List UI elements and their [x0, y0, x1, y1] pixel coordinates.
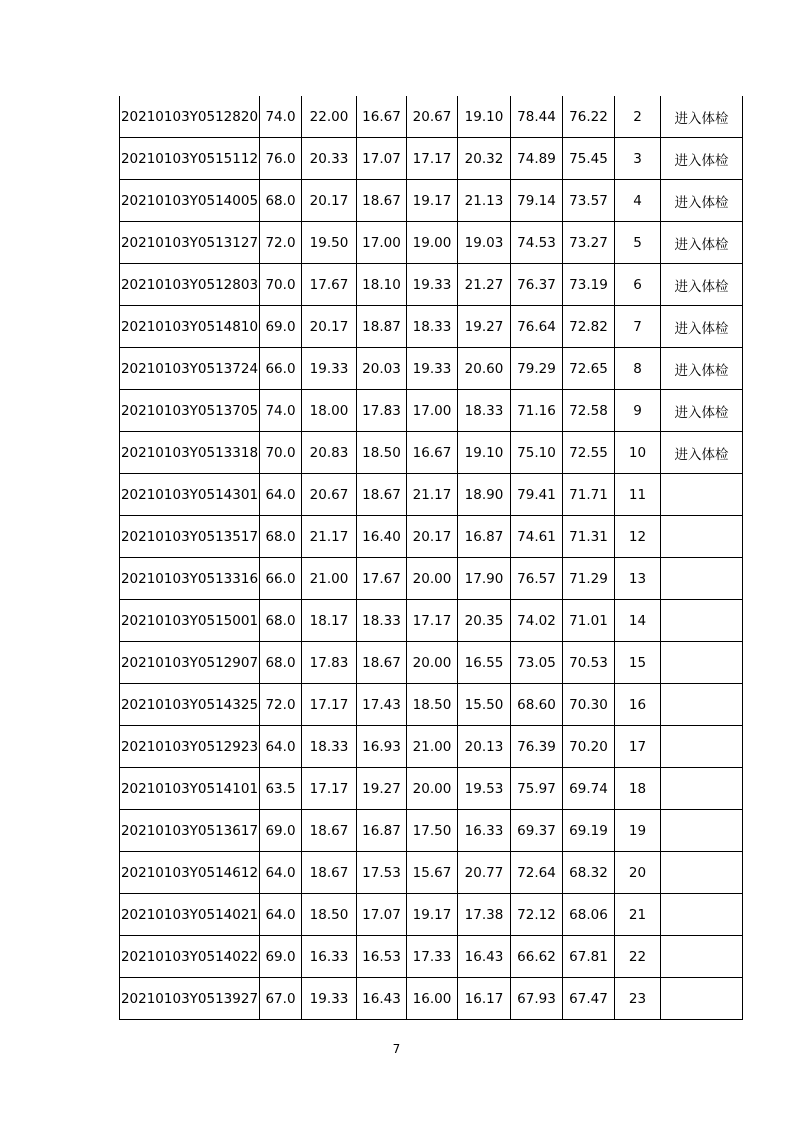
- rank-cell: 19: [615, 810, 661, 852]
- rank-cell: 5: [615, 222, 661, 264]
- score-cell-5: 16.33: [458, 810, 511, 852]
- status-note-cell: 进入体检: [661, 306, 743, 348]
- score-cell-3: 16.87: [357, 810, 407, 852]
- score-cell-6: 73.05: [511, 642, 563, 684]
- score-cell-4: 19.17: [407, 894, 458, 936]
- score-cell-6: 76.57: [511, 558, 563, 600]
- score-cell-1: 64.0: [260, 726, 302, 768]
- score-cell-2: 19.33: [302, 978, 357, 1020]
- score-cell-2: 18.00: [302, 390, 357, 432]
- status-note-cell: 进入体检: [661, 222, 743, 264]
- candidate-id-cell: 20210103Y0513318: [120, 432, 260, 474]
- score-cell-5: 19.10: [458, 96, 511, 138]
- score-cell-2: 22.00: [302, 96, 357, 138]
- score-cell-1: 68.0: [260, 180, 302, 222]
- score-cell-2: 18.17: [302, 600, 357, 642]
- score-cell-3: 18.87: [357, 306, 407, 348]
- score-cell-6: 72.64: [511, 852, 563, 894]
- candidate-id-cell: 20210103Y0513617: [120, 810, 260, 852]
- score-cell-5: 19.27: [458, 306, 511, 348]
- score-cell-6: 71.16: [511, 390, 563, 432]
- score-cell-5: 20.13: [458, 726, 511, 768]
- score-cell-6: 74.89: [511, 138, 563, 180]
- status-note-cell: 进入体检: [661, 348, 743, 390]
- score-cell-6: 79.41: [511, 474, 563, 516]
- table-row: [120, 306, 743, 348]
- rank-cell: 22: [615, 936, 661, 978]
- score-cell-3: 16.40: [357, 516, 407, 558]
- total-score-cell: 71.01: [563, 600, 615, 642]
- score-cell-2: 18.33: [302, 726, 357, 768]
- total-score-cell: 72.58: [563, 390, 615, 432]
- score-cell-3: 17.43: [357, 684, 407, 726]
- table-row: [120, 474, 743, 516]
- score-cell-4: 21.17: [407, 474, 458, 516]
- score-cell-5: 19.03: [458, 222, 511, 264]
- score-cell-5: 16.87: [458, 516, 511, 558]
- score-cell-1: 69.0: [260, 306, 302, 348]
- score-cell-2: 17.17: [302, 768, 357, 810]
- candidate-id-cell: 20210103Y0514005: [120, 180, 260, 222]
- candidate-id-cell: 20210103Y0514021: [120, 894, 260, 936]
- score-cell-5: 19.10: [458, 432, 511, 474]
- score-cell-4: 20.00: [407, 642, 458, 684]
- score-cell-4: 17.17: [407, 138, 458, 180]
- table-row: [120, 516, 743, 558]
- score-cell-1: 68.0: [260, 600, 302, 642]
- candidate-id-cell: 20210103Y0513724: [120, 348, 260, 390]
- score-cell-1: 63.5: [260, 768, 302, 810]
- score-cell-3: 16.53: [357, 936, 407, 978]
- candidate-id-cell: 20210103Y0514022: [120, 936, 260, 978]
- score-cell-2: 17.67: [302, 264, 357, 306]
- status-note-cell: 进入体检: [661, 96, 743, 138]
- total-score-cell: 68.06: [563, 894, 615, 936]
- score-cell-3: 17.53: [357, 852, 407, 894]
- score-cell-1: 66.0: [260, 348, 302, 390]
- score-cell-2: 16.33: [302, 936, 357, 978]
- score-cell-5: 16.55: [458, 642, 511, 684]
- total-score-cell: 73.19: [563, 264, 615, 306]
- status-note-cell: 进入体检: [661, 180, 743, 222]
- score-cell-1: 70.0: [260, 264, 302, 306]
- table-row: [120, 642, 743, 684]
- score-cell-4: 18.50: [407, 684, 458, 726]
- candidate-id-cell: 20210103Y0514301: [120, 474, 260, 516]
- score-cell-5: 15.50: [458, 684, 511, 726]
- score-cell-4: 20.17: [407, 516, 458, 558]
- table-row: [120, 936, 743, 978]
- score-cell-3: 18.50: [357, 432, 407, 474]
- score-cell-6: 76.39: [511, 726, 563, 768]
- candidate-id-cell: 20210103Y0513316: [120, 558, 260, 600]
- table-row: [120, 348, 743, 390]
- score-cell-5: 19.53: [458, 768, 511, 810]
- score-cell-2: 17.17: [302, 684, 357, 726]
- rank-cell: 21: [615, 894, 661, 936]
- candidate-id-cell: 20210103Y0512820: [120, 96, 260, 138]
- table-row: [120, 390, 743, 432]
- score-cell-4: 16.00: [407, 978, 458, 1020]
- total-score-cell: 72.55: [563, 432, 615, 474]
- status-note-cell: 进入体检: [661, 138, 743, 180]
- rank-cell: 10: [615, 432, 661, 474]
- score-cell-3: 16.67: [357, 96, 407, 138]
- score-cell-1: 64.0: [260, 852, 302, 894]
- score-cell-3: 19.27: [357, 768, 407, 810]
- score-cell-4: 20.67: [407, 96, 458, 138]
- score-cell-6: 67.93: [511, 978, 563, 1020]
- score-cell-2: 19.33: [302, 348, 357, 390]
- score-cell-5: 16.43: [458, 936, 511, 978]
- score-cell-4: 19.00: [407, 222, 458, 264]
- score-cell-6: 69.37: [511, 810, 563, 852]
- score-cell-2: 21.17: [302, 516, 357, 558]
- candidate-id-cell: 20210103Y0512803: [120, 264, 260, 306]
- total-score-cell: 70.20: [563, 726, 615, 768]
- candidate-id-cell: 20210103Y0513127: [120, 222, 260, 264]
- status-note-cell: [661, 936, 743, 978]
- candidate-id-cell: 20210103Y0513517: [120, 516, 260, 558]
- score-cell-6: 75.97: [511, 768, 563, 810]
- results-table: [119, 96, 743, 1020]
- score-cell-3: 16.43: [357, 978, 407, 1020]
- score-cell-3: 18.10: [357, 264, 407, 306]
- rank-cell: 17: [615, 726, 661, 768]
- score-cell-6: 72.12: [511, 894, 563, 936]
- status-note-cell: [661, 474, 743, 516]
- total-score-cell: 71.31: [563, 516, 615, 558]
- candidate-id-cell: 20210103Y0514612: [120, 852, 260, 894]
- status-note-cell: [661, 852, 743, 894]
- score-cell-4: 19.33: [407, 348, 458, 390]
- total-score-cell: 75.45: [563, 138, 615, 180]
- status-note-cell: 进入体检: [661, 390, 743, 432]
- score-cell-1: 72.0: [260, 684, 302, 726]
- rank-cell: 16: [615, 684, 661, 726]
- status-note-cell: [661, 516, 743, 558]
- score-cell-6: 74.61: [511, 516, 563, 558]
- table-row: [120, 684, 743, 726]
- score-cell-3: 17.00: [357, 222, 407, 264]
- total-score-cell: 76.22: [563, 96, 615, 138]
- score-cell-2: 18.67: [302, 810, 357, 852]
- rank-cell: 8: [615, 348, 661, 390]
- score-cell-3: 17.83: [357, 390, 407, 432]
- table-row: [120, 600, 743, 642]
- rank-cell: 11: [615, 474, 661, 516]
- total-score-cell: 71.71: [563, 474, 615, 516]
- status-note-cell: [661, 768, 743, 810]
- table-row: [120, 978, 743, 1020]
- total-score-cell: 70.30: [563, 684, 615, 726]
- score-cell-6: 78.44: [511, 96, 563, 138]
- candidate-id-cell: 20210103Y0515112: [120, 138, 260, 180]
- status-note-cell: [661, 978, 743, 1020]
- score-cell-4: 21.00: [407, 726, 458, 768]
- score-cell-2: 19.50: [302, 222, 357, 264]
- total-score-cell: 69.19: [563, 810, 615, 852]
- status-note-cell: [661, 894, 743, 936]
- score-cell-3: 18.67: [357, 474, 407, 516]
- table-row: [120, 222, 743, 264]
- score-cell-3: 16.93: [357, 726, 407, 768]
- page-number: 7: [392, 1042, 401, 1056]
- table-row: [120, 138, 743, 180]
- score-cell-5: 16.17: [458, 978, 511, 1020]
- score-cell-4: 16.67: [407, 432, 458, 474]
- score-cell-5: 20.60: [458, 348, 511, 390]
- score-cell-4: 17.33: [407, 936, 458, 978]
- rank-cell: 2: [615, 96, 661, 138]
- score-cell-3: 18.67: [357, 642, 407, 684]
- total-score-cell: 73.27: [563, 222, 615, 264]
- status-note-cell: [661, 684, 743, 726]
- score-cell-1: 69.0: [260, 810, 302, 852]
- rank-cell: 6: [615, 264, 661, 306]
- score-cell-1: 68.0: [260, 642, 302, 684]
- rank-cell: 9: [615, 390, 661, 432]
- score-cell-2: 20.17: [302, 180, 357, 222]
- rank-cell: 13: [615, 558, 661, 600]
- total-score-cell: 69.74: [563, 768, 615, 810]
- score-cell-1: 72.0: [260, 222, 302, 264]
- total-score-cell: 67.47: [563, 978, 615, 1020]
- score-cell-1: 66.0: [260, 558, 302, 600]
- total-score-cell: 67.81: [563, 936, 615, 978]
- score-cell-5: 20.32: [458, 138, 511, 180]
- score-cell-1: 68.0: [260, 516, 302, 558]
- table-row: [120, 180, 743, 222]
- score-cell-3: 17.67: [357, 558, 407, 600]
- rank-cell: 23: [615, 978, 661, 1020]
- score-cell-2: 18.67: [302, 852, 357, 894]
- candidate-id-cell: 20210103Y0513927: [120, 978, 260, 1020]
- table-row: [120, 558, 743, 600]
- score-cell-6: 76.37: [511, 264, 563, 306]
- rank-cell: 20: [615, 852, 661, 894]
- score-cell-5: 21.27: [458, 264, 511, 306]
- total-score-cell: 72.82: [563, 306, 615, 348]
- score-cell-3: 20.03: [357, 348, 407, 390]
- score-cell-5: 21.13: [458, 180, 511, 222]
- score-cell-2: 17.83: [302, 642, 357, 684]
- score-cell-6: 74.53: [511, 222, 563, 264]
- score-cell-5: 17.38: [458, 894, 511, 936]
- score-cell-2: 21.00: [302, 558, 357, 600]
- score-cell-4: 17.17: [407, 600, 458, 642]
- status-note-cell: 进入体检: [661, 432, 743, 474]
- score-cell-6: 74.02: [511, 600, 563, 642]
- rank-cell: 7: [615, 306, 661, 348]
- total-score-cell: 72.65: [563, 348, 615, 390]
- candidate-id-cell: 20210103Y0514101: [120, 768, 260, 810]
- rank-cell: 15: [615, 642, 661, 684]
- score-cell-4: 20.00: [407, 768, 458, 810]
- score-cell-3: 18.67: [357, 180, 407, 222]
- score-cell-4: 17.00: [407, 390, 458, 432]
- table-row: [120, 768, 743, 810]
- score-cell-4: 19.33: [407, 264, 458, 306]
- status-note-cell: [661, 642, 743, 684]
- score-cell-6: 75.10: [511, 432, 563, 474]
- score-cell-2: 20.17: [302, 306, 357, 348]
- table-row: [120, 852, 743, 894]
- status-note-cell: [661, 726, 743, 768]
- status-note-cell: [661, 810, 743, 852]
- score-cell-2: 20.33: [302, 138, 357, 180]
- score-cell-6: 79.14: [511, 180, 563, 222]
- candidate-id-cell: 20210103Y0515001: [120, 600, 260, 642]
- rank-cell: 4: [615, 180, 661, 222]
- score-cell-1: 64.0: [260, 474, 302, 516]
- score-cell-1: 64.0: [260, 894, 302, 936]
- table-row: [120, 726, 743, 768]
- score-cell-1: 74.0: [260, 96, 302, 138]
- rank-cell: 3: [615, 138, 661, 180]
- table-row: [120, 894, 743, 936]
- candidate-id-cell: 20210103Y0512907: [120, 642, 260, 684]
- score-cell-5: 17.90: [458, 558, 511, 600]
- candidate-id-cell: 20210103Y0514810: [120, 306, 260, 348]
- table-row: [120, 96, 743, 138]
- table-row: [120, 810, 743, 852]
- score-cell-2: 20.67: [302, 474, 357, 516]
- score-cell-6: 66.62: [511, 936, 563, 978]
- score-cell-4: 18.33: [407, 306, 458, 348]
- table-body: [120, 96, 743, 1020]
- score-cell-4: 19.17: [407, 180, 458, 222]
- candidate-id-cell: 20210103Y0514325: [120, 684, 260, 726]
- score-cell-6: 76.64: [511, 306, 563, 348]
- score-cell-2: 20.83: [302, 432, 357, 474]
- score-cell-1: 74.0: [260, 390, 302, 432]
- score-cell-4: 20.00: [407, 558, 458, 600]
- score-cell-1: 76.0: [260, 138, 302, 180]
- score-cell-4: 17.50: [407, 810, 458, 852]
- score-cell-1: 70.0: [260, 432, 302, 474]
- rank-cell: 12: [615, 516, 661, 558]
- score-cell-6: 79.29: [511, 348, 563, 390]
- status-note-cell: 进入体检: [661, 264, 743, 306]
- score-cell-2: 18.50: [302, 894, 357, 936]
- score-cell-5: 18.33: [458, 390, 511, 432]
- score-cell-5: 20.35: [458, 600, 511, 642]
- status-note-cell: [661, 558, 743, 600]
- total-score-cell: 68.32: [563, 852, 615, 894]
- score-cell-3: 17.07: [357, 138, 407, 180]
- score-cell-5: 20.77: [458, 852, 511, 894]
- score-cell-4: 15.67: [407, 852, 458, 894]
- score-cell-3: 18.33: [357, 600, 407, 642]
- table-row: [120, 432, 743, 474]
- total-score-cell: 70.53: [563, 642, 615, 684]
- rank-cell: 18: [615, 768, 661, 810]
- rank-cell: 14: [615, 600, 661, 642]
- total-score-cell: 71.29: [563, 558, 615, 600]
- total-score-cell: 73.57: [563, 180, 615, 222]
- score-cell-5: 18.90: [458, 474, 511, 516]
- status-note-cell: [661, 600, 743, 642]
- score-cell-3: 17.07: [357, 894, 407, 936]
- score-cell-6: 68.60: [511, 684, 563, 726]
- score-cell-1: 67.0: [260, 978, 302, 1020]
- candidate-id-cell: 20210103Y0513705: [120, 390, 260, 432]
- table-row: [120, 264, 743, 306]
- candidate-id-cell: 20210103Y0512923: [120, 726, 260, 768]
- score-cell-1: 69.0: [260, 936, 302, 978]
